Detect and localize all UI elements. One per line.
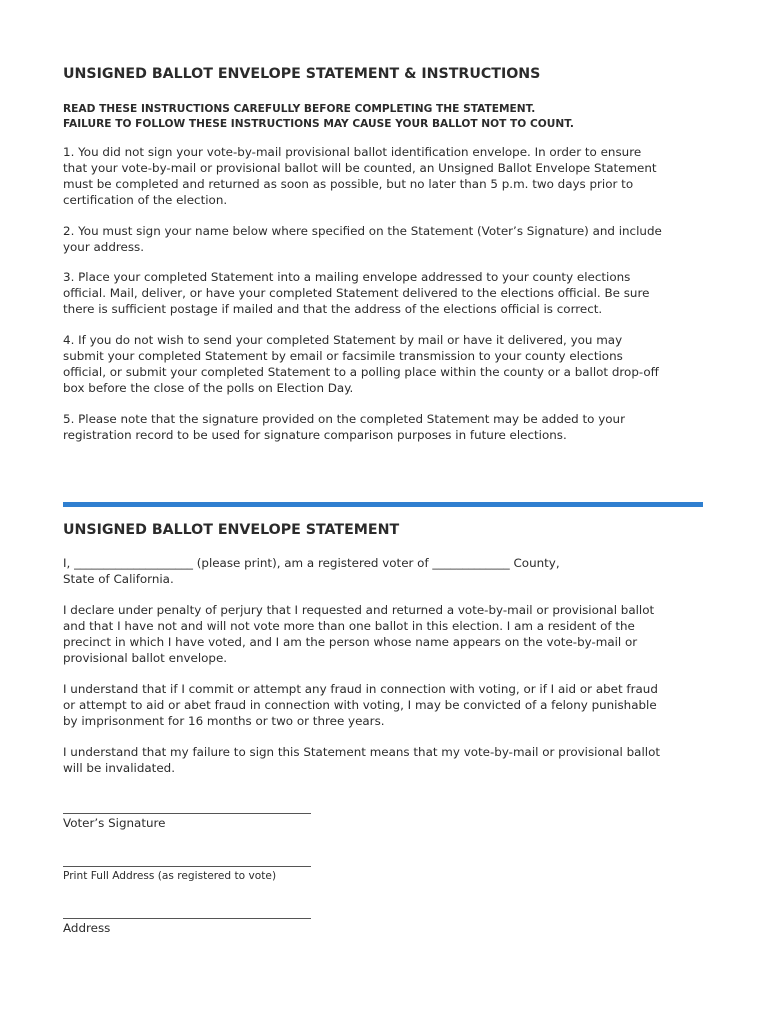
text-line: registration record to be used for signature comparison purposes in future elections. <box>63 428 567 442</box>
text-line: there is sufficient postage if mailed and that the address of the elections official is correct. <box>63 302 603 316</box>
print-address-label: Print Full Address (as registered to vote) <box>63 870 277 882</box>
text-line: official. Mail, deliver, or have your completed Statement delivered to the elections official. Be sure <box>63 286 650 300</box>
text-line: or attempt to aid or abet fraud in connection with voting, I may be convicted of a felony punishable <box>63 698 657 712</box>
text-line: I understand that if I commit or attempt any fraud in connection with voting, or if I aid or abet fraud <box>63 682 658 696</box>
document-title: UNSIGNED BALLOT ENVELOPE STATEMENT & INSTRUCTIONS <box>63 66 541 82</box>
text-line: your address. <box>63 240 145 254</box>
warning-block <box>63 102 574 132</box>
text-line: by imprisonment for 16 months or two or three years. <box>63 714 385 728</box>
signature-label: Voter’s Signature <box>63 816 166 830</box>
text-line: 5. Please note that the signature provided on the completed Statement may be added to your <box>63 412 625 426</box>
signature-line[interactable] <box>63 813 311 814</box>
text-line: official, or submit your completed Statement to a polling place within the county or a ballot drop-off <box>63 365 659 379</box>
text-line: 1. You did not sign your vote-by-mail provisional ballot identification envelope. In order to ensure <box>63 145 642 159</box>
text-line: precinct in which I have voted, and I am the person whose name appears on the vote-by-mail or <box>63 635 638 649</box>
text-line: I understand that my failure to sign this Statement means that my vote-by-mail or provisional ballot <box>63 745 661 759</box>
address-line[interactable] <box>63 918 311 919</box>
text-line: provisional ballot envelope. <box>63 651 228 665</box>
address-label: Address <box>63 921 111 935</box>
text-line: that your vote-by-mail or provisional ballot will be counted, an Unsigned Ballot Envelope Statement <box>63 161 657 175</box>
instruction-3 <box>63 269 649 317</box>
statement-invalidation-notice <box>63 744 660 776</box>
instruction-1 <box>63 144 657 208</box>
text-line: and that I have not and will not vote more than one ballot in this election. I am a resident of the <box>63 619 635 633</box>
text-line: I, ____________________ (please print), am a registered voter of _____________ County, <box>63 556 560 570</box>
instruction-2 <box>63 223 662 255</box>
text-line: will be invalidated. <box>63 761 175 775</box>
statement-fraud-warning <box>63 681 658 729</box>
statement-title: UNSIGNED BALLOT ENVELOPE STATEMENT <box>63 522 400 538</box>
instruction-4 <box>63 332 659 396</box>
print-address-line[interactable] <box>63 866 311 867</box>
text-line: State of California. <box>63 572 174 586</box>
statement-voter-declaration <box>63 555 560 587</box>
text-line: box before the close of the polls on Election Day. <box>63 381 354 395</box>
text-line: 2. You must sign your name below where specified on the Statement (Voter’s Signature) and include <box>63 224 662 238</box>
instruction-5 <box>63 411 625 443</box>
text-line: submit your completed Statement by email or facsimile transmission to your county elections <box>63 349 623 363</box>
text-line: must be completed and returned as soon as possible, but no later than 5 p.m. two days prior to <box>63 177 634 191</box>
warning-line: READ THESE INSTRUCTIONS CAREFULLY BEFORE COMPLETING THE STATEMENT. <box>63 103 536 115</box>
warning-line: FAILURE TO FOLLOW THESE INSTRUCTIONS MAY CAUSE YOUR BALLOT NOT TO COUNT. <box>63 118 574 130</box>
text-line: 3. Place your completed Statement into a mailing envelope addressed to your county elections <box>63 270 631 284</box>
text-line: certification of the election. <box>63 193 228 207</box>
statement-perjury-declaration <box>63 602 654 666</box>
text-line: 4. If you do not wish to send your completed Statement by mail or have it delivered, you may <box>63 333 623 347</box>
text-line: I declare under penalty of perjury that I requested and returned a vote-by-mail or provisional ballot <box>63 603 655 617</box>
section-divider <box>63 502 703 507</box>
